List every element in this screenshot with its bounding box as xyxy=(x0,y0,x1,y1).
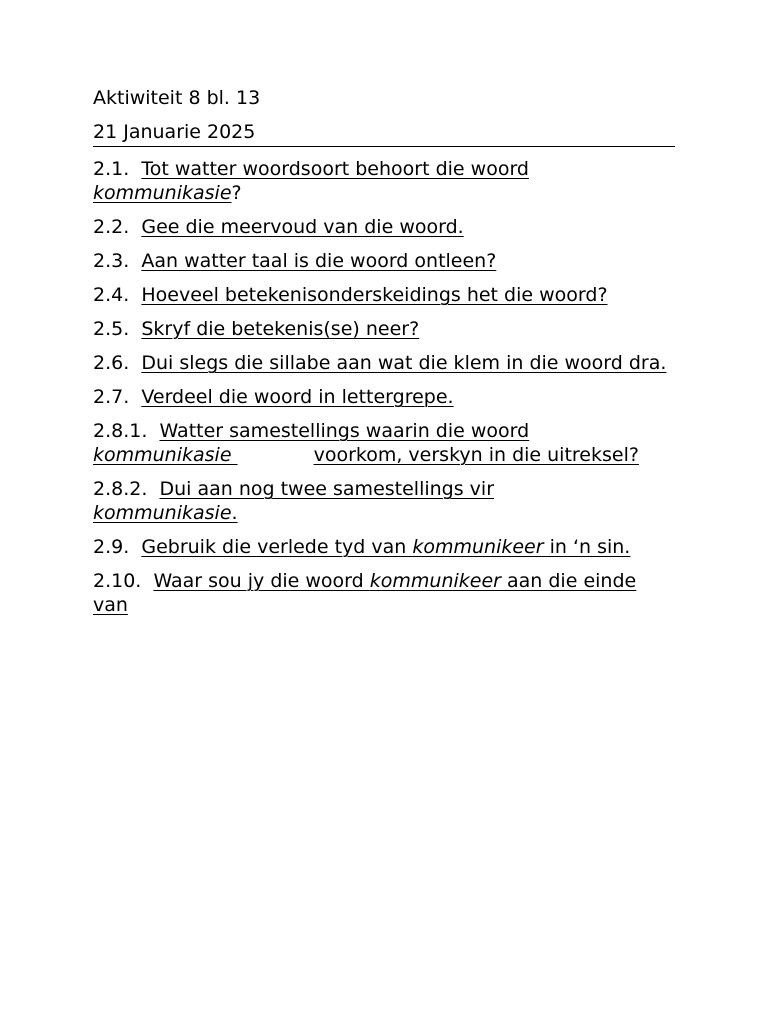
question-number: 2.3. xyxy=(93,250,130,272)
date-heading: 21 Januarie 2025 xyxy=(93,120,675,147)
question-2-10 xyxy=(93,569,675,617)
question-number: 2.4. xyxy=(93,284,130,306)
question-text: Waar sou jy die woord kommunikeer aan die einde van xyxy=(93,570,637,616)
question-2-5 xyxy=(93,317,675,341)
question-number: 2.9. xyxy=(93,536,130,558)
question-2-7 xyxy=(93,385,675,409)
question-text: Gee die meervoud van die woord. xyxy=(141,216,464,238)
question-text: Watter samestellings waarin die woord kommunikasie xyxy=(93,420,530,466)
question-text: Dui slegs die sillabe aan wat die klem in die woord dra. xyxy=(141,352,667,374)
question-2-2 xyxy=(93,215,675,239)
question-2-6 xyxy=(93,351,675,375)
question-text: Verdeel die woord in lettergrepe. xyxy=(141,386,454,408)
question-2-3 xyxy=(93,249,675,273)
question-number: 2.8.2. xyxy=(93,478,148,500)
question-text: Aan watter taal is die woord ontleen? xyxy=(141,250,497,272)
question-text: Dui aan nog twee samestellings vir kommunikasie. xyxy=(93,478,495,524)
activity-heading: Aktiwiteit 8 bl. 13 xyxy=(93,87,261,109)
question-2-4 xyxy=(93,283,675,307)
question-text: Tot watter woordsoort behoort die woord kommunikasie xyxy=(93,158,529,204)
question-2-9 xyxy=(93,535,675,559)
question-2-1: 2.1. Tot watter woordsoort behoort die woord kommunikasie? xyxy=(93,158,529,204)
question-text: Hoeveel betekenisonderskeidings het die woord? xyxy=(141,284,608,306)
question-number: 2.2. xyxy=(93,216,130,238)
question-number: 2.1. xyxy=(93,158,130,180)
question-text: Gebruik die verlede tyd van kommunikeer in ‘n sin. xyxy=(141,536,631,558)
question-number: 2.5. xyxy=(93,318,130,340)
question-number: 2.10. xyxy=(93,570,142,592)
question-2-8-1: 2.8.1. Watter samestellings waarin die woord kommunikasie voorkom, verskyn in die uitreksel? xyxy=(93,420,639,466)
question-2-8-2 xyxy=(93,477,675,525)
document-page xyxy=(93,86,675,617)
question-number: 2.7. xyxy=(93,386,130,408)
question-text: Skryf die betekenis(se) neer? xyxy=(141,318,420,340)
question-number: 2.8.1. xyxy=(93,420,148,442)
question-number: 2.6. xyxy=(93,352,130,374)
